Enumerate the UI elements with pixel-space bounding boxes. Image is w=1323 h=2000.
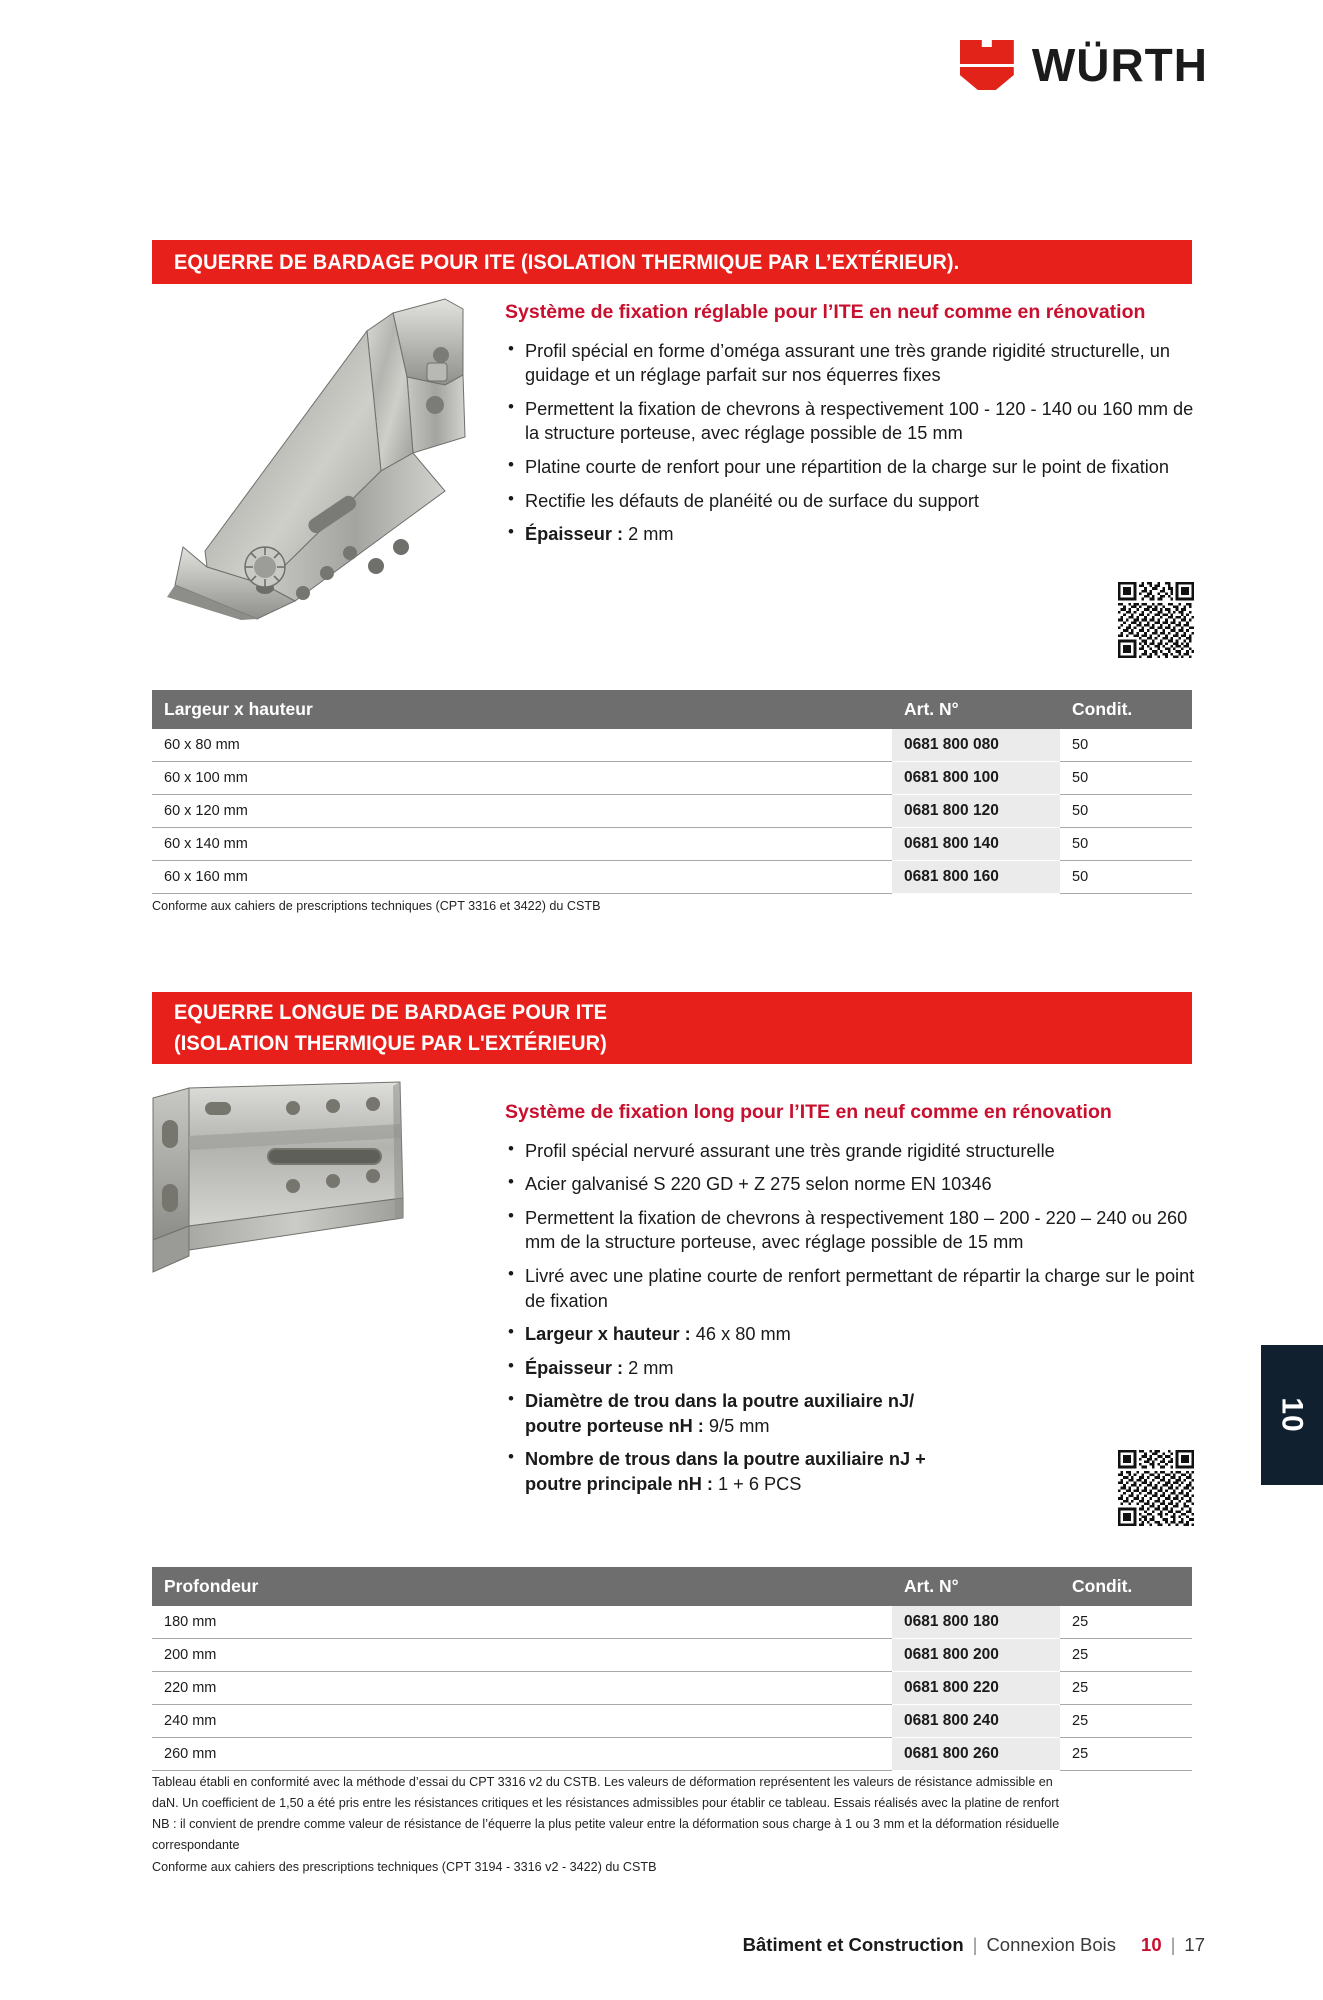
cell-cond: 25: [1060, 1738, 1192, 1771]
cell-art: 0681 800 120: [892, 795, 1060, 828]
table-row: [152, 861, 1192, 894]
section-1-content: [505, 300, 1195, 556]
page-footer: [743, 1934, 1205, 1956]
table-header-cond: Condit.: [1060, 1567, 1192, 1606]
qr-code-section-1[interactable]: [1118, 582, 1194, 658]
feature-item: • Livré avec une platine courte de renfort permettant de répartir la charge sur le point de fixation: [505, 1264, 1195, 1313]
table-header-desc: Profondeur: [152, 1567, 892, 1606]
cell-cond: 25: [1060, 1672, 1192, 1705]
cell-desc: 220 mm: [152, 1672, 892, 1705]
footer-page-number: 10: [1141, 1934, 1162, 1955]
table-header-row: [152, 1567, 1192, 1606]
feature-value: 9/5 mm: [703, 1415, 770, 1436]
product-image-equerre-longue: [145, 1080, 505, 1300]
cell-art: 0681 800 100: [892, 762, 1060, 795]
feature-item: • Acier galvanisé S 220 GD + Z 275 selon norme EN 10346: [505, 1172, 1195, 1197]
footer-total-pages: 17: [1184, 1934, 1205, 1955]
section-2-feature-list: [505, 1139, 1195, 1497]
product-table-1: [152, 690, 1192, 894]
feature-item-bold: [505, 522, 1195, 547]
feature-label: Diamètre de trou dans la poutre auxiliaire nJ/ poutre porteuse nH :: [525, 1391, 915, 1436]
footer-separator: |: [972, 1934, 978, 1955]
table-row: [152, 1705, 1192, 1738]
feature-label: Épaisseur :: [525, 524, 624, 545]
cell-cond: 50: [1060, 729, 1192, 762]
cell-art: 0681 800 200: [892, 1639, 1060, 1672]
section-2-content: [505, 1100, 1195, 1505]
section-2-footnote: [152, 1772, 1192, 1878]
cell-art: 0681 800 080: [892, 729, 1060, 762]
table-row: [152, 1639, 1192, 1672]
cell-cond: 25: [1060, 1639, 1192, 1672]
table-header-art: Art. N°: [892, 1567, 1060, 1606]
cell-desc: 60 x 120 mm: [152, 795, 892, 828]
section-1-subtitle: Système de fixation réglable pour l’ITE en neuf comme en rénovation: [505, 301, 1146, 323]
section-banner-2: [152, 992, 1192, 1064]
footnote-line: Tableau établi en conformité avec la méthode d’essai du CPT 3316 v2 du CSTB. Les valeurs de déformation représentent les valeurs de résistance admissible en: [152, 1775, 1053, 1789]
product-table-2: [152, 1567, 1192, 1771]
feature-item: • Profil spécial nervuré assurant une très grande rigidité structurelle: [505, 1139, 1195, 1164]
feature-item: • Rectifie les défauts de planéité ou de surface du support: [505, 489, 1195, 514]
section-1-feature-list: [505, 339, 1195, 547]
cell-desc: 180 mm: [152, 1606, 892, 1639]
feature-item-bold: [505, 1322, 1195, 1347]
table-row: [152, 762, 1192, 795]
cell-desc: 260 mm: [152, 1738, 892, 1771]
feature-item-bold: [505, 1356, 1195, 1381]
footnote-line: Conforme aux cahiers des prescriptions techniques (CPT 3194 - 3316 v2 - 3422) du CSTB: [152, 1859, 657, 1874]
brand-header: [960, 38, 1208, 92]
cell-desc: 200 mm: [152, 1639, 892, 1672]
cell-desc: 240 mm: [152, 1705, 892, 1738]
cell-cond: 50: [1060, 828, 1192, 861]
feature-value: 46 x 80 mm: [690, 1324, 791, 1345]
feature-value: 2 mm: [623, 1357, 674, 1378]
feature-item: • Permettent la fixation de chevrons à respectivement 180 – 200 - 220 – 240 ou 260 mm de la structure porteuse, avec réglage possible de 15 mm: [505, 1206, 1195, 1255]
table-row: [152, 1672, 1192, 1705]
chapter-number: 10: [1276, 1397, 1309, 1433]
footnote-line: correspondante: [152, 1838, 240, 1853]
cell-cond: 50: [1060, 762, 1192, 795]
section-banner-1-line-1: EQUERRE DE BARDAGE POUR ITE (ISOLATION THERMIQUE PAR L’EXTÉRIEUR).: [174, 249, 960, 274]
feature-item: • Platine courte de renfort pour une répartition de la charge sur le point de fixation: [505, 455, 1195, 480]
cell-art: 0681 800 260: [892, 1738, 1060, 1771]
section-2-subtitle: Système de fixation long pour l’ITE en neuf comme en rénovation: [505, 1101, 1112, 1123]
feature-label: Épaisseur :: [525, 1357, 624, 1378]
cell-desc: 60 x 160 mm: [152, 861, 892, 894]
section-banner-1: [152, 240, 1192, 284]
cell-art: 0681 800 180: [892, 1606, 1060, 1639]
section-banner-2-line-2: (ISOLATION THERMIQUE PAR L'EXTÉRIEUR): [174, 1031, 607, 1055]
table-row: [152, 729, 1192, 762]
table-row: [152, 1606, 1192, 1639]
feature-item-bold: [505, 1389, 945, 1438]
cell-art: 0681 800 220: [892, 1672, 1060, 1705]
cell-art: 0681 800 160: [892, 861, 1060, 894]
table-header-cond: Condit.: [1060, 690, 1192, 729]
table-row: [152, 795, 1192, 828]
cell-cond: 25: [1060, 1606, 1192, 1639]
cell-desc: 60 x 140 mm: [152, 828, 892, 861]
cell-desc: 60 x 80 mm: [152, 729, 892, 762]
brand-name: WÜRTH: [1031, 39, 1208, 91]
footer-subcategory: Connexion Bois: [986, 1934, 1117, 1955]
table-row: [152, 1738, 1192, 1771]
qr-code-section-2[interactable]: [1118, 1450, 1194, 1526]
cell-art: 0681 800 140: [892, 828, 1060, 861]
table-header-row: [152, 690, 1192, 729]
section-banner-2-line-1: EQUERRE LONGUE DE BARDAGE POUR ITE: [174, 1000, 608, 1025]
footnote-line: NB : il convient de prendre comme valeur de résistance de l’équerre la plus petite valeur entre la déformation sous charge à 1 ou 3 mm et la déformation résiduelle: [152, 1817, 1060, 1832]
cell-cond: 25: [1060, 1705, 1192, 1738]
feature-item: • Permettent la fixation de chevrons à respectivement 100 - 120 - 140 ou 160 mm de la structure porteuse, avec réglage possible de 15 mm: [505, 397, 1195, 446]
feature-label: Nombre de trous dans la poutre auxiliaire nJ + poutre principale nH :: [525, 1449, 926, 1494]
footer-page-separator: |: [1170, 1934, 1176, 1955]
section-1-footnote: Conforme aux cahiers de prescriptions techniques (CPT 3316 et 3422) du CSTB: [152, 899, 601, 913]
footer-category: Bâtiment et Construction: [742, 1934, 964, 1955]
wurth-shield-icon: [960, 40, 1014, 90]
feature-value: 1 + 6 PCS: [712, 1473, 802, 1494]
table-row: [152, 828, 1192, 861]
feature-label: Largeur x hauteur :: [525, 1324, 691, 1345]
cell-desc: 60 x 100 mm: [152, 762, 892, 795]
footnote-line: daN. Un coefficient de 1,50 a été pris entre les résistances critiques et les résistances admissibles pour établir ce tableau. Essais réalisés avec la platine de renfort: [152, 1796, 1059, 1811]
product-image-equerre-bardage: [145, 285, 510, 620]
table-header-desc: Largeur x hauteur: [152, 690, 892, 729]
cell-art: 0681 800 240: [892, 1705, 1060, 1738]
table-header-art: Art. N°: [892, 690, 1060, 729]
chapter-side-tab[interactable]: [1261, 1345, 1323, 1485]
feature-value: 2 mm: [623, 524, 674, 545]
feature-item: • Profil spécial en forme d’oméga assurant une très grande rigidité structurelle, un guidage et un réglage parfait sur nos équerres fixes: [505, 339, 1195, 388]
cell-cond: 50: [1060, 861, 1192, 894]
feature-item-bold: [505, 1447, 945, 1496]
cell-cond: 50: [1060, 795, 1192, 828]
